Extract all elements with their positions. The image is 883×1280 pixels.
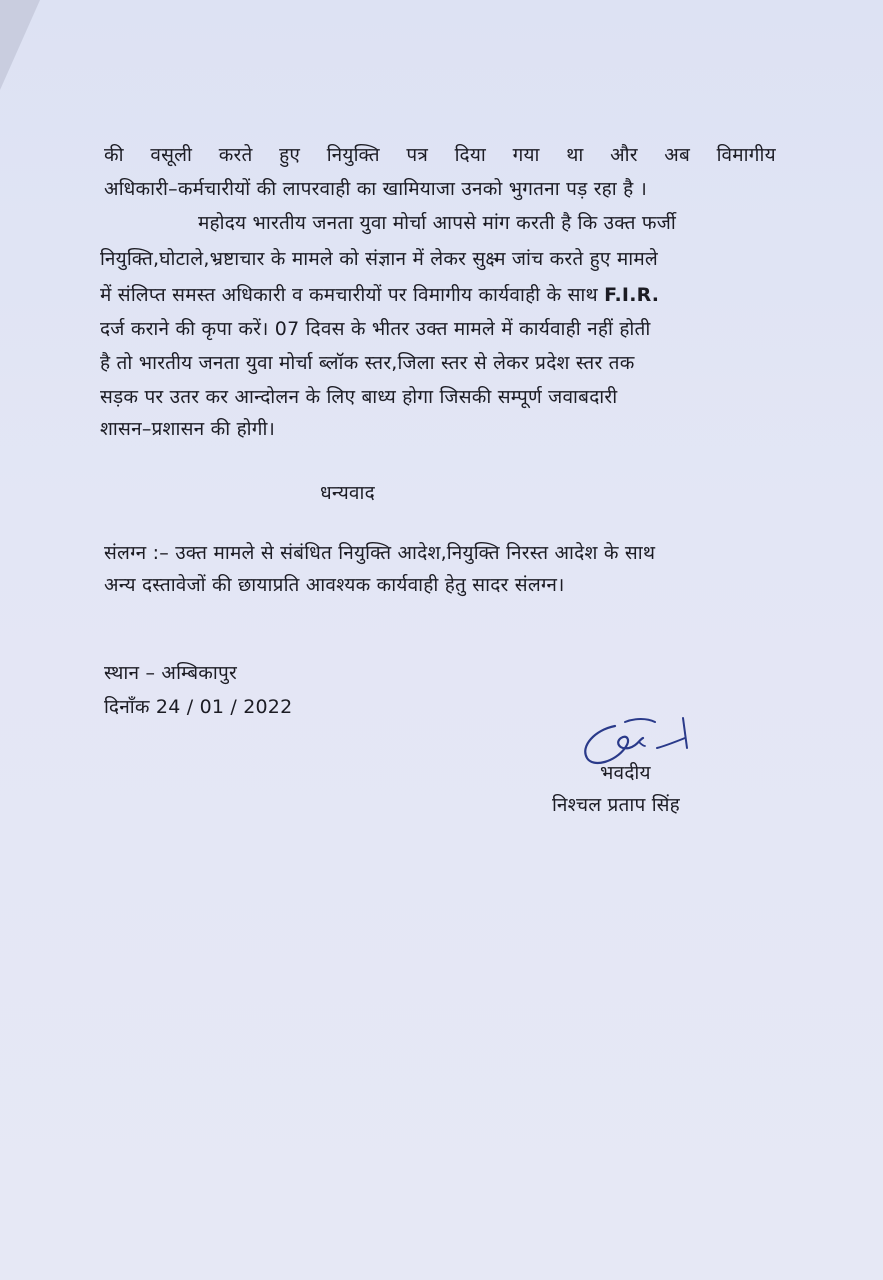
word: करते [218,144,253,166]
date-text: दिनाँक 24 / 01 / 2022 [104,696,293,718]
paragraph-2-line-6: सड़क पर उतर कर आन्दोलन के लिए बाध्य होगा जिसकी सम्पूर्ण जवाबदारी [100,386,618,408]
line-text: में संलिप्त समस्त अधिकारी व कमचारीयों पर विमागीय कार्यवाही के साथ [100,284,598,306]
word: गया [512,144,540,166]
enclosure-line-1: संलग्न :– उक्त मामले से संबंधित नियुक्ति आदेश,नियुक्ति निरस्त आदेश के साथ [104,542,656,564]
enclosure-line-2: अन्य दस्तावेजों की छायाप्रति आवश्यक कार्यवाही हेतु सादर संलग्न। [104,574,565,596]
word: विमागीय [716,144,776,166]
paragraph-2-line-3 [100,282,659,308]
word: था [566,144,584,166]
word: की [104,144,124,166]
closing-text: भवदीय [600,762,651,784]
paragraph-2-line-2: नियुक्ति,घोटाले,भ्रष्टाचार के मामले को संज्ञान में लेकर सुक्ष्म जांच करते हुए मामले [100,248,658,270]
paragraph-2-line-5: है तो भारतीय जनता युवा मोर्चा ब्लॉक स्तर,जिला स्तर से लेकर प्रदेश स्तर तक [100,352,635,374]
fir-text: F.I.R. [604,284,660,306]
word: नियुक्ति [326,144,380,166]
word: और [610,144,638,166]
word: पत्र [406,144,429,166]
word: अब [664,144,691,166]
paragraph-2-line-7: शासन–प्रशासन की होगी। [100,418,275,440]
word: वसूली [150,144,193,166]
paragraph-2-line-1: महोदय भारतीय जनता युवा मोर्चा आपसे मांग करती है कि उक्त फर्जी [198,212,676,234]
paragraph-1-line-1 [104,142,776,168]
thanks-text: धन्यवाद [320,482,375,504]
paragraph-1-line-2: अधिकारी–कर्मचारीयों की लापरवाही का खामियाजा उनको भुगतना पड़ रहा है । [104,178,648,200]
place-text: स्थान – अम्बिकापुर [104,662,237,684]
word: दिया [454,144,486,166]
page-corner-shadow [0,0,40,90]
word: हुए [279,144,301,166]
signatory-name: निश्चल प्रताप सिंह [552,794,680,816]
paragraph-2-line-4: दर्ज कराने की कृपा करें। 07 दिवस के भीतर उक्त मामले में कार्यवाही नहीं होती [100,318,651,340]
